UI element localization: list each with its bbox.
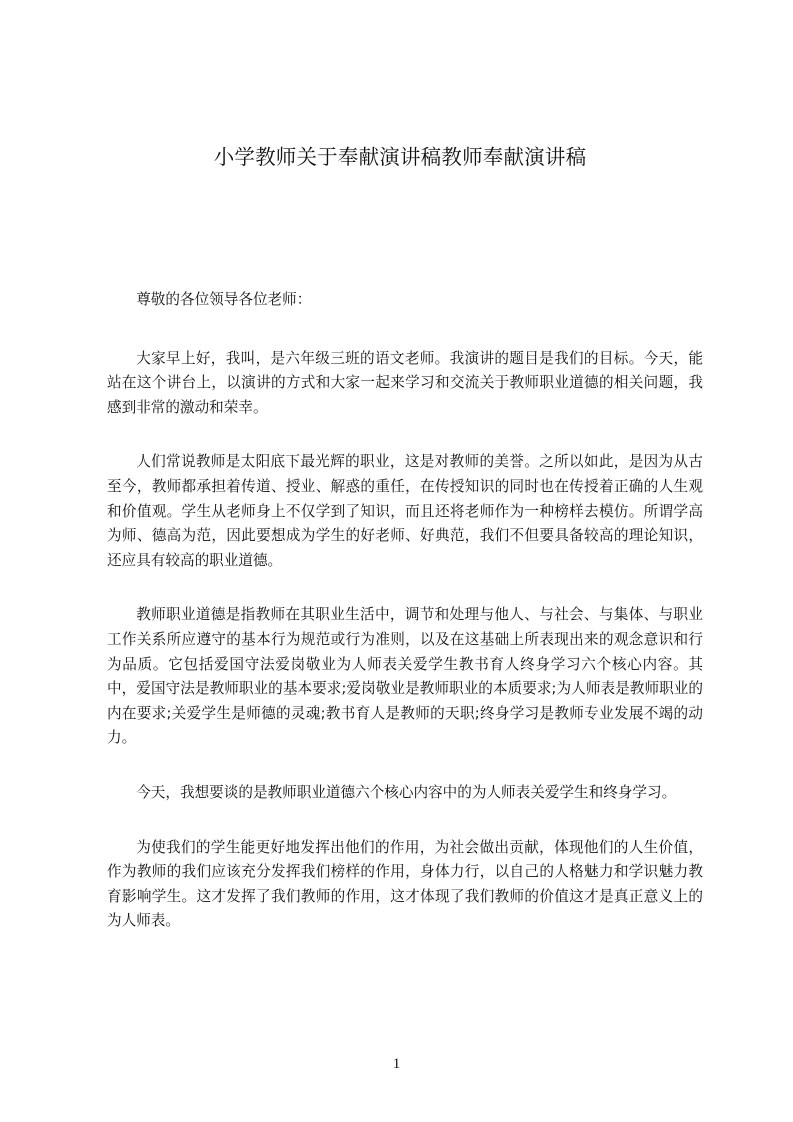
page-number: 1 — [392, 1056, 401, 1072]
document-title: 小学教师关于奉献演讲稿教师奉献演讲稿 — [213, 145, 587, 169]
paragraph-introduction: 大家早上好，我叫，是六年级三班的语文老师。我演讲的题目是我们的目标。今天，能站在这个讲台上，以演讲的方式和大家一起来学习和交流关于教师职业道德的相关问题，我感到非常的激动和荣幸。 — [107, 349, 703, 416]
paragraph-professional-ethics: 教师职业道德是指教师在其职业生活中，调节和处理与他人、与社会、与集体、与职业工作关系所应遵守的基本行为规范或行为准则，以及在这基础上所表现出来的观念意识和行为品质。它包括爱国守法爱岗敬业为人师表关爱学生教书育人终身学习六个核心内容。其中，爱国守法是教师职业的基本要求;爱岗敬业是教师职业的本质要求;为人师表是教师职业的内在要求;关爱学生是师德的灵魂;教书育人是教师的天职;终身学习是教师专业发展不竭的动力。 — [107, 606, 703, 747]
document-body — [107, 288, 703, 964]
paragraph-teacher-profession: 人们常说教师是太阳底下最光辉的职业，这是对教师的美誉。之所以如此，是因为从古至今，教师都承担着传道、授业、解惑的重任，在传授知识的同时也在传授着正确的人生观和价值观。学生从老师身上不仅学到了知识，而且还将老师作为一种榜样去模仿。所谓学高为师、德高为范，因此要想成为学生的好老师、好典范，我们不但要具备较高的理论知识，还应具有较高的职业道德。 — [107, 453, 703, 569]
paragraph-role-model: 为使我们的学生能更好地发挥出他们的作用，为社会做出贡献，体现他们的人生价值，作为教师的我们应该充分发挥我们榜样的作用，身体力行，以自己的人格魅力和学识魅力教育影响学生。这才发挥了我们教师的作用，这才体现了我们教师的价值这才是真正意义上的为人师表。 — [107, 838, 703, 930]
paragraph-salutation: 尊敬的各位领导各位老师： — [136, 291, 312, 308]
paragraph-topic: 今天，我想要谈的是教师职业道德六个核心内容中的为人师表关爱学生和终身学习。 — [136, 783, 677, 801]
